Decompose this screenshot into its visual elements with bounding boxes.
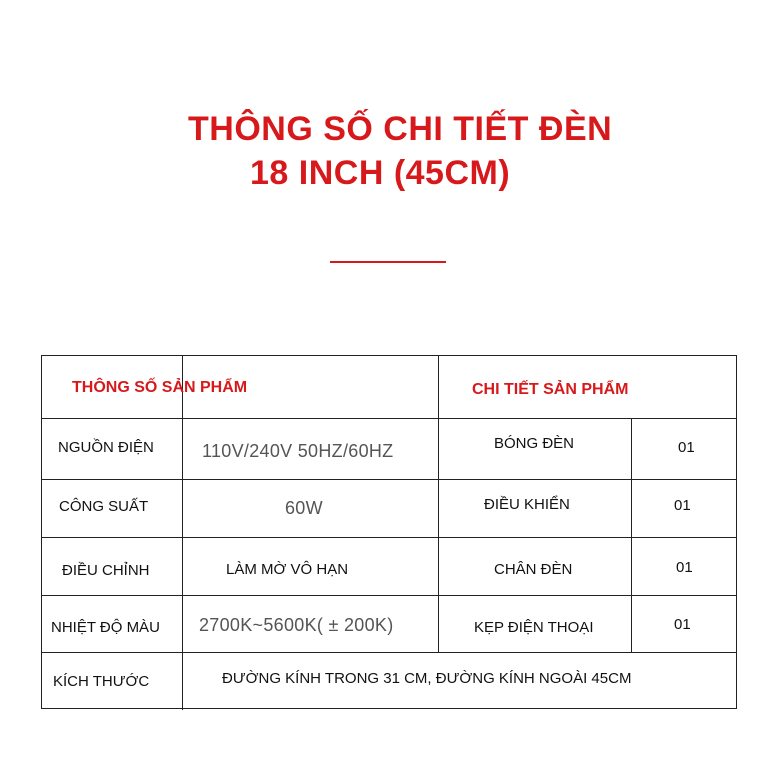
divider-row-5 <box>42 652 736 653</box>
detail-bulb: BÓNG ĐÈN <box>494 435 575 452</box>
page-title-line2: 18 INCH (45CM) <box>250 154 511 192</box>
spec-table <box>41 355 737 709</box>
value-dimensions: ĐƯỜNG KÍNH TRONG 31 CM, ĐƯỜNG KÍNH NGOÀI 45CM <box>222 670 632 687</box>
label-wattage: CÔNG SUẤT <box>59 498 149 515</box>
header-product-details: CHI TIẾT SẢN PHẨM <box>472 381 629 398</box>
divider-row-2 <box>42 479 736 480</box>
divider-col-2 <box>438 356 439 652</box>
title-underline-divider <box>330 261 446 263</box>
qty-remote: 01 <box>674 497 691 514</box>
label-adjustment: ĐIỀU CHỈNH <box>62 562 150 579</box>
detail-phone-clip: KẸP ĐIỆN THOẠI <box>474 619 594 636</box>
divider-col-3 <box>631 418 632 652</box>
label-power-source: NGUỒN ĐIỆN <box>58 439 154 456</box>
divider-row-1 <box>42 418 736 419</box>
qty-phone-clip: 01 <box>674 616 691 633</box>
divider-row-4 <box>42 595 736 596</box>
value-adjustment: LÀM MỜ VÔ HẠN <box>226 561 349 578</box>
value-color-temp: 2700K~5600K( ± 200K) <box>199 615 394 635</box>
value-wattage: 60W <box>285 498 323 518</box>
label-dimensions: KÍCH THƯỚC <box>53 673 150 690</box>
value-power-source: 110V/240V 50HZ/60HZ <box>202 441 394 461</box>
divider-col-1-rows <box>182 418 183 710</box>
page-title-line1: THÔNG SỐ CHI TIẾT ĐÈN <box>188 110 613 148</box>
label-color-temp: NHIỆT ĐỘ MÀU <box>51 619 160 636</box>
detail-lamp-stand: CHÂN ĐÈN <box>494 561 573 578</box>
divider-row-3 <box>42 537 736 538</box>
header-product-specs: THÔNG SỐ SẢN PHẨM <box>72 379 248 396</box>
qty-bulb: 01 <box>678 439 695 456</box>
detail-remote: ĐIỀU KHIỂN <box>484 496 570 513</box>
qty-lamp-stand: 01 <box>676 559 693 576</box>
